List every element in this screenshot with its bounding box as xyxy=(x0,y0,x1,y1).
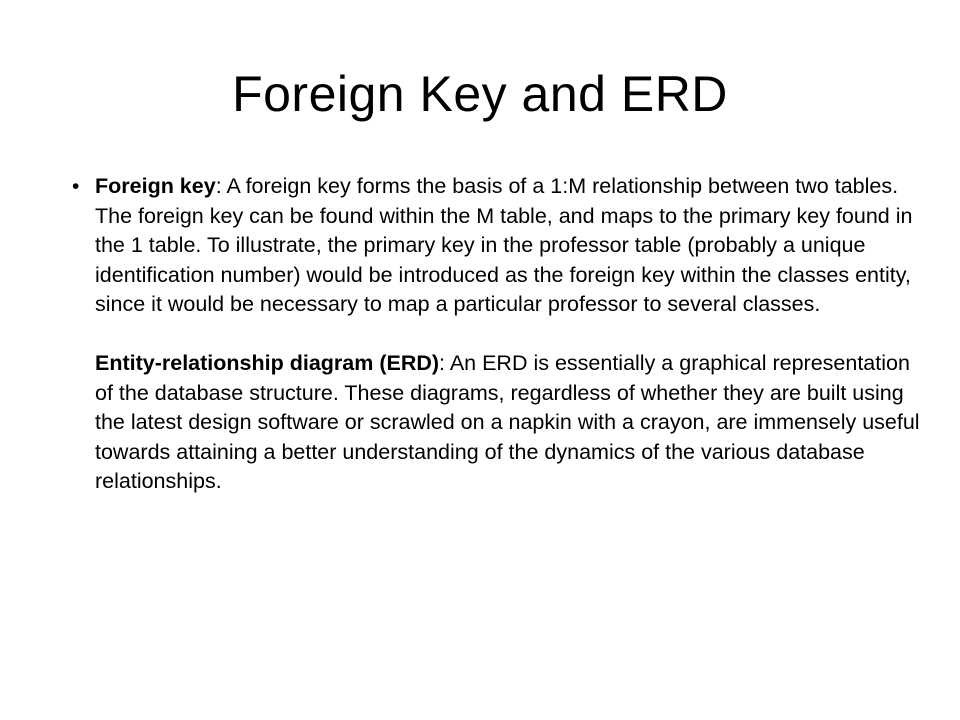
erd-separator: : xyxy=(439,351,450,375)
foreign-key-definition: A foreign key forms the basis of a 1:M relationship between two tables. The foreign key can be found within the M table, and maps to the primary key found in the 1 table. To illustrate, the primary key in the professor table (probably a unique identification number) would be introduced as the foreign key within the classes entity, since it would be necessary to map a particular professor to several classes. xyxy=(95,174,913,316)
foreign-key-term: Foreign key xyxy=(95,174,216,198)
erd-term: Entity-relationship diagram (ERD) xyxy=(95,351,440,375)
foreign-key-separator: : xyxy=(215,174,227,198)
erd-definition: An ERD is essentially a graphical representation of the database structure. These diagrams, regardless of whether they are built using the latest design software or scrawled on a napkin with a crayon, are immensely useful towards attaining a better understanding of the dynamics of the various database relationships. xyxy=(95,351,920,493)
bullet-list xyxy=(72,172,932,497)
slide-title: Foreign Key and ERD xyxy=(232,66,728,122)
bullet-dot-icon: • xyxy=(72,175,80,198)
foreign-key-paragraph xyxy=(95,172,932,320)
bullet-item xyxy=(72,172,932,497)
erd-paragraph xyxy=(95,349,932,497)
